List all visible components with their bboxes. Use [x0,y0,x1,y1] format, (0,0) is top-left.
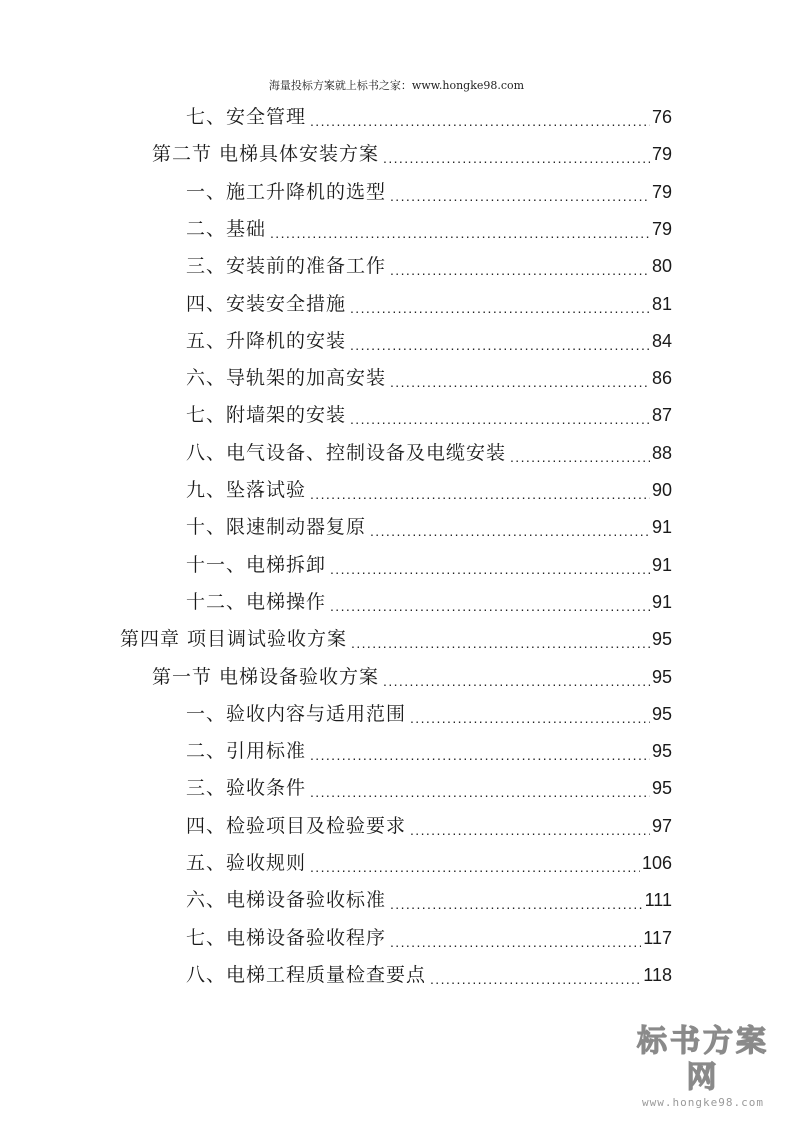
toc-entry-page-number: 97 [651,815,672,836]
toc-entry[interactable] [120,624,672,654]
toc-entry-title: 七、电梯设备验收程序 [186,926,387,949]
toc-entry-page-number: 90 [651,480,672,500]
toc-entry[interactable] [186,848,672,878]
toc-entry-title: 八、电气设备、控制设备及电缆安装 [186,441,507,464]
toc-entry-title: 四、检验项目及检验要求 [186,814,407,837]
toc-entry[interactable] [186,923,672,953]
toc-dot-leader [383,670,650,692]
toc-entry[interactable] [186,251,672,281]
toc-entry-title: 第四章 项目调试验收方案 [120,628,348,651]
toc-entry-title: 第二节 电梯具体安装方案 [152,143,380,166]
toc-dot-leader [390,259,650,281]
toc-entry[interactable] [152,662,672,692]
toc-entry-page-number: 79 [651,181,672,202]
toc-entry[interactable] [186,363,672,393]
toc-entry[interactable] [186,438,672,468]
toc-dot-leader [390,893,643,915]
toc-entry-title: 一、施工升降机的选型 [186,180,387,203]
toc-dot-leader [310,781,650,803]
toc-entry-page-number: 81 [651,293,672,314]
toc-dot-leader [430,968,641,990]
toc-dot-leader [510,446,650,468]
toc-dot-leader [383,147,650,169]
toc-entry[interactable] [186,811,672,841]
toc-entry-page-number: 91 [651,517,672,538]
toc-entry[interactable] [186,960,672,990]
toc-entry-title: 三、验收条件 [186,777,307,800]
toc-entry-page-number: 91 [651,554,672,575]
watermark-title: 标书方案网 [637,1024,769,1095]
toc-entry-title: 八、电梯工程质量检查要点 [186,963,427,986]
toc-dot-leader [410,819,650,841]
toc-entry-page-number: 117 [643,927,672,948]
toc-entry-title: 九、坠落试验 [186,479,307,501]
toc-dot-leader [310,483,650,505]
toc-entry-title: 六、电梯设备验收标准 [186,889,387,912]
toc-entry[interactable] [186,475,672,505]
toc-entry[interactable] [186,885,672,915]
toc-dot-leader [370,520,650,542]
toc-entry-title: 十、限速制动器复原 [186,516,367,539]
toc-entry[interactable] [186,326,672,356]
toc-dot-leader [270,222,650,244]
toc-entry-title: 十一、电梯拆卸 [186,553,327,576]
toc-entry-title: 五、升降机的安装 [186,329,347,352]
toc-entry-title: 七、安全管理 [186,106,307,128]
watermark-url: www.hongke98.com [642,1096,764,1109]
toc-dot-leader [310,744,650,766]
toc-entry[interactable] [186,512,672,542]
page-header: 海量投标方案就上标书之家：www.hongke98.com [268,79,525,92]
toc-dot-leader [390,371,650,393]
toc-entry-page-number: 95 [651,666,672,687]
toc-dot-leader [390,185,650,207]
toc-dot-leader [390,931,641,953]
toc-dot-leader [351,632,650,654]
toc-dot-leader [330,558,650,580]
toc-dot-leader [350,334,650,356]
toc-entry-page-number: 79 [651,218,672,239]
toc-entry-title: 一、验收内容与适用范围 [186,702,407,725]
toc-entry-title: 四、安装安全措施 [186,292,347,315]
toc-entry-page-number: 95 [651,703,672,724]
toc-entry-title: 七、附墙架的安装 [186,404,347,427]
toc-entry-page-number: 118 [643,964,672,985]
toc-entry-title: 二、基础 [186,217,267,240]
toc-entry-title: 第一节 电梯设备验收方案 [152,665,380,688]
toc-entry[interactable] [152,139,672,169]
toc-entry-page-number: 95 [651,629,672,650]
toc-dot-leader [310,856,640,878]
toc-dot-leader [350,408,650,430]
toc-entry[interactable] [186,400,672,430]
toc-entry-page-number: 87 [651,405,672,426]
toc-entry-page-number: 91 [651,591,672,612]
toc-entry-title: 十二、电梯操作 [186,590,327,613]
toc-entry[interactable] [186,177,672,207]
toc-entry-page-number: 88 [651,442,672,463]
toc-entry[interactable] [186,102,672,132]
toc-dot-leader [330,595,650,617]
toc-dot-leader [410,707,650,729]
toc-entry-page-number: 111 [644,890,672,911]
watermark-logo [623,1024,783,1110]
toc-entry-page-number: 76 [651,107,672,127]
toc-entry-title: 六、导轨架的加高安装 [186,367,387,390]
toc-entry-title: 三、安装前的准备工作 [186,255,387,278]
toc-entry-title: 五、验收规则 [186,852,307,874]
toc-entry[interactable] [186,587,672,617]
toc-entry[interactable] [186,289,672,319]
toc-entry-page-number: 95 [651,778,672,799]
toc-entry-page-number: 80 [651,256,672,277]
toc-entry-page-number: 106 [641,853,672,873]
toc-dot-leader [310,110,650,132]
toc-entry-page-number: 86 [651,368,672,389]
toc-entry[interactable] [186,736,672,766]
toc-dot-leader [350,297,650,319]
toc-entry[interactable] [186,773,672,803]
toc-entry[interactable] [186,550,672,580]
toc-entry-page-number: 79 [651,144,672,165]
toc-entry-page-number: 95 [651,741,672,762]
toc-entry[interactable] [186,214,672,244]
toc-entry[interactable] [186,699,672,729]
toc-entry-title: 二、引用标准 [186,740,307,763]
toc-entry-page-number: 84 [651,330,672,351]
